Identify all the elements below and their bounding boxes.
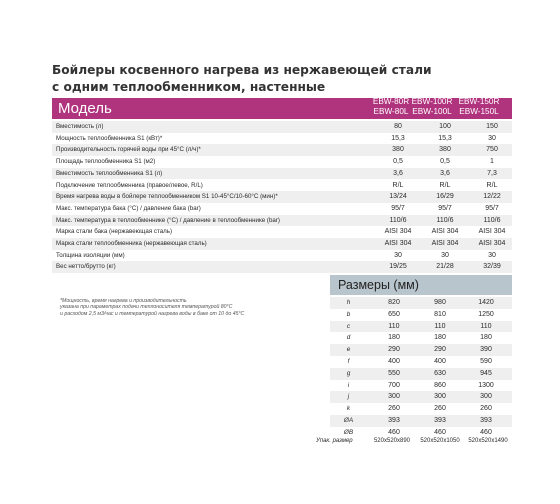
spec-value: 15,3 xyxy=(391,134,405,142)
size-row xyxy=(330,332,512,344)
spec-value: 95/7 xyxy=(438,204,452,212)
spec-row xyxy=(52,133,512,145)
spec-value: 100 xyxy=(439,123,451,130)
size-value: 1300 xyxy=(478,381,494,389)
size-key: g xyxy=(346,369,351,377)
spec-value: 21/28 xyxy=(436,263,454,271)
spec-value: 12/22 xyxy=(483,193,501,201)
size-value: 260 xyxy=(434,405,446,413)
spec-value: 380 xyxy=(392,146,404,154)
size-value: 393 xyxy=(480,417,492,424)
size-row xyxy=(330,380,512,392)
size-value: 390 xyxy=(480,346,492,354)
spec-label: Площадь теплообменника S1 (м2) xyxy=(56,158,156,166)
model-name-top: EBW-150R xyxy=(458,97,500,106)
model-name-top: EBW-80R xyxy=(372,97,410,106)
size-value: 1250 xyxy=(478,310,494,318)
size-value: 180 xyxy=(434,334,446,342)
spec-label: Мощность теплообменника S1 (кВт)* xyxy=(56,134,163,142)
pack-size-label: Упак. размер xyxy=(316,438,353,444)
footnote xyxy=(60,298,300,317)
spec-label: Макс. температура в теплообменнике (°C) / давление в теплообменнике (bar) xyxy=(56,216,280,224)
spec-value: 110/6 xyxy=(389,216,407,224)
size-value: 460 xyxy=(480,428,492,436)
size-value: 460 xyxy=(388,428,400,436)
size-row xyxy=(330,415,512,427)
model-label: Модель xyxy=(58,100,112,117)
size-value: 700 xyxy=(388,381,400,389)
size-key: k xyxy=(346,405,351,413)
spec-label: Вес нетто/брутто (кг) xyxy=(56,263,116,271)
model-name-bottom: EBW-100L xyxy=(412,107,452,117)
model-header-1 xyxy=(370,97,412,118)
footnote-line-1: *Мощность, время нагрева и производительность xyxy=(60,298,187,304)
size-value: 860 xyxy=(434,381,446,389)
spec-value: R/L xyxy=(486,181,498,189)
spec-value: 380 xyxy=(439,146,451,154)
size-value: 393 xyxy=(388,417,400,424)
size-value: 290 xyxy=(434,346,446,354)
spec-label: Производительность горячей воды при 45°C (л/ч)* xyxy=(56,146,201,154)
spec-label: Марка стали бака (нержавеющая сталь) xyxy=(56,228,173,236)
spec-value: 19/25 xyxy=(389,263,407,271)
spec-row xyxy=(52,261,512,273)
spec-row xyxy=(52,250,512,262)
size-value: 393 xyxy=(434,417,446,424)
size-value: 460 xyxy=(434,428,446,436)
spec-row xyxy=(52,156,512,168)
spec-value: AISI 304 xyxy=(431,228,459,236)
size-key: ØB xyxy=(343,428,354,436)
size-value: 630 xyxy=(434,369,446,377)
size-row xyxy=(330,403,512,415)
spec-label: Вместимость (л) xyxy=(56,123,104,130)
size-value: 110 xyxy=(434,322,446,330)
size-value: 290 xyxy=(388,346,400,354)
title-line-2: с одним теплообменником, настенные xyxy=(52,80,326,94)
size-row xyxy=(330,309,512,321)
spec-row xyxy=(52,168,512,180)
page-title xyxy=(52,62,522,96)
spec-value: 3,6 xyxy=(393,169,403,177)
spec-value: 150 xyxy=(486,123,498,130)
size-key: c xyxy=(346,322,351,330)
size-key: d xyxy=(346,334,351,342)
spec-value: AISI 304 xyxy=(478,240,506,247)
size-row xyxy=(330,391,512,403)
spec-row xyxy=(52,180,512,192)
size-row xyxy=(330,356,512,368)
size-row xyxy=(330,368,512,380)
spec-value: 30 xyxy=(488,251,496,259)
size-row xyxy=(330,344,512,356)
size-row xyxy=(330,321,512,333)
size-value: 180 xyxy=(480,334,492,342)
spec-value: R/L xyxy=(439,181,451,189)
size-value: 400 xyxy=(434,358,446,365)
size-key: ØA xyxy=(343,417,354,424)
model-name-bottom: EBW-150L xyxy=(459,107,499,117)
size-value: 300 xyxy=(434,393,446,401)
spec-value: 0,5 xyxy=(393,158,403,166)
spec-value: 750 xyxy=(486,146,498,154)
spec-value: AISI 304 xyxy=(478,228,506,236)
model-header-2 xyxy=(411,97,453,118)
spec-value: 3,6 xyxy=(440,169,450,177)
spec-value: 110/6 xyxy=(483,216,501,224)
spec-value: 0,5 xyxy=(440,158,450,166)
spec-value: AISI 304 xyxy=(431,240,459,247)
size-value: 590 xyxy=(480,358,492,365)
sizes-label: Размеры (мм) xyxy=(338,278,419,292)
spec-value: 30 xyxy=(441,251,449,259)
spec-value: 1 xyxy=(490,158,494,166)
spec-value: 7,3 xyxy=(487,169,497,177)
size-key: i xyxy=(347,381,350,389)
size-key: j xyxy=(347,393,350,401)
size-value: 300 xyxy=(480,393,492,401)
model-name-top: EBW-100R xyxy=(411,97,453,106)
size-value: 980 xyxy=(434,299,446,306)
spec-value: 13/24 xyxy=(389,193,407,201)
spec-label: Макс. температура бака (°C) / давление бака (bar) xyxy=(56,204,201,212)
size-value: 260 xyxy=(388,405,400,413)
pack-size-row xyxy=(316,436,516,447)
spec-row xyxy=(52,191,512,203)
spec-value: 95/7 xyxy=(391,204,405,212)
spec-value: 16/29 xyxy=(436,193,454,201)
pack-size-value: 520x520x890 xyxy=(373,438,411,444)
size-value: 300 xyxy=(388,393,400,401)
spec-value: 32/39 xyxy=(483,263,501,271)
size-key: b xyxy=(346,310,351,318)
size-value: 650 xyxy=(388,310,400,318)
footnote-line-3: и расходом 2,5 м3/час и температурой нагрева воды в баке от 10 до 45°C xyxy=(60,310,245,317)
spec-value: 15,3 xyxy=(438,134,452,142)
size-value: 260 xyxy=(480,405,492,413)
pack-size-value: 520x520x1050 xyxy=(420,438,460,444)
spec-label: Марка стали теплообменника (нержавеющая сталь) xyxy=(56,240,207,247)
spec-label: Подключение теплообменника (правое/левое, R/L) xyxy=(56,181,203,189)
size-value: 110 xyxy=(388,322,400,330)
spec-row xyxy=(52,203,512,215)
spec-value: 95/7 xyxy=(485,204,499,212)
size-row xyxy=(330,297,512,309)
footnote-line-2: указана при параметрах подачи теплоносителя температурой 80°C xyxy=(60,304,233,311)
spec-value: 30 xyxy=(394,251,402,259)
size-value: 945 xyxy=(480,369,492,377)
spec-value: 80 xyxy=(394,123,402,130)
pack-size-value: 520x520x1490 xyxy=(468,438,508,444)
spec-value: AISI 304 xyxy=(384,228,412,236)
size-key: f xyxy=(347,358,350,365)
spec-value: AISI 304 xyxy=(384,240,412,247)
spec-row xyxy=(52,215,512,227)
size-value: 550 xyxy=(388,369,400,377)
title-line-1: Бойлеры косвенного нагрева из нержавеющей стали xyxy=(52,63,432,77)
model-header-3 xyxy=(458,97,500,118)
spec-value: R/L xyxy=(392,181,404,189)
spec-value: 30 xyxy=(488,134,496,142)
spec-label: Толщина изоляции (мм) xyxy=(56,251,125,259)
size-value: 400 xyxy=(388,358,400,365)
spec-row xyxy=(52,238,512,250)
size-value: 810 xyxy=(434,310,446,318)
spec-row xyxy=(52,226,512,238)
spec-value: 110/6 xyxy=(436,216,454,224)
size-value: 1420 xyxy=(478,299,494,306)
spec-label: Вместимость теплообменника S1 (л) xyxy=(56,169,163,177)
spec-row xyxy=(52,121,512,133)
size-key: h xyxy=(346,299,351,306)
size-value: 820 xyxy=(388,299,400,306)
size-value: 180 xyxy=(388,334,400,342)
size-value: 110 xyxy=(480,322,492,330)
size-key: e xyxy=(346,346,351,354)
model-name-bottom: EBW-80L xyxy=(373,107,409,117)
spec-row xyxy=(52,144,512,156)
spec-label: Время нагрева воды в бойлере теплообменником S1 10-45°C/10-60°C (мин)* xyxy=(56,193,278,201)
